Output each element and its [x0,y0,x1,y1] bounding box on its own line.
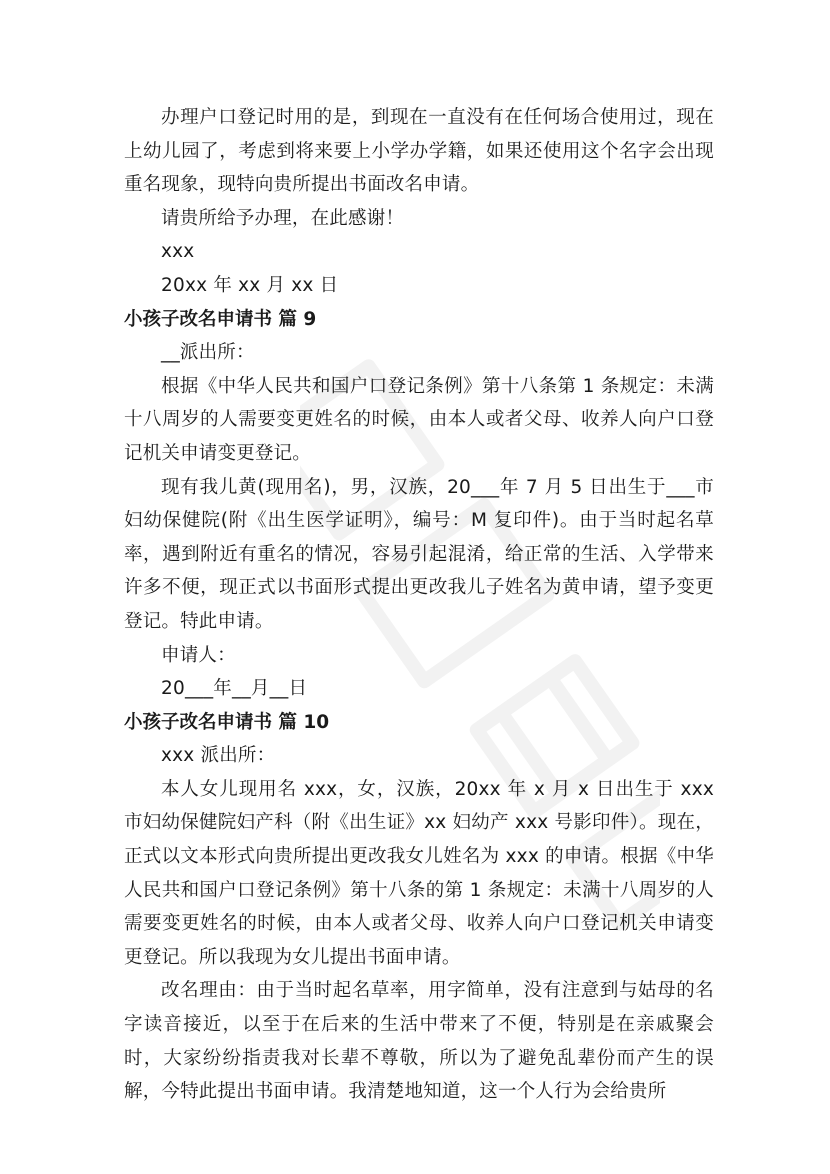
signature-date: 20___年__月__日 [161,678,308,700]
paragraph: 现有我儿黄(现用名)，男，汉族，20___年 7 月 5 日出生于___市妇幼保健院(附《出生医学证明》，编号：M 复印件)。由于当时起名草率，遇到附近有重名的情况，容易引起混淆，给正常的生活、入学带来许多不便，现正式以书面形式提出更改我儿子姓名为黄申请，望予变更登记。特此申请。 [124,476,714,632]
section-heading: 小孩子改名申请书 篇 10 [124,711,330,733]
paragraph: 请贵所给予办理，在此感谢！ [161,207,405,229]
paragraph: 改名理由：由于当时起名草率，用字简单，没有注意到与姑母的名字读音接近，以至于在后来的生活中带来了不便，特别是在亲戚聚会时，大家纷纷指责我对长辈不尊敬，所以为了避免乱辈份而产生的误解，今特此提出书面申请。我清楚地知道，这一个人行为会给贵所 [124,980,714,1103]
recipient-line: __派出所： [161,342,255,364]
paragraph: 本人女儿现用名 xxx，女，汉族，20xx 年 x 月 x 日出生于 xxx 市妇幼保健院妇产科（附《出生证》xx 妇幼产 xxx 号影印件）。现在，正式以文本形式向贵所提出更改我女儿姓名为 xxx 的申请。根据《中华人民共和国户口登记条例》第十八条的第 1 条规定：未满十八周岁的人需要变更姓名的时候，由本人或者父母、收养人向户口登记机关申请变更登记。所以我现为女儿提出书面申请。 [124,778,714,968]
signature-name: xxx [161,241,195,263]
applicant-line: 申请人： [161,644,236,666]
paragraph: 根据《中华人民共和国户口登记条例》第十八条第 1 条规定：未满十八周岁的人需要变更姓名的时候，由本人或者父母、收养人向户口登记机关申请变更登记。 [124,375,714,464]
recipient-line: xxx 派出所： [161,745,276,767]
paragraph: 办理户口登记时用的是，到现在一直没有在任何场合使用过，现在上幼儿园了，考虑到将来要上小学办学籍，如果还使用这个名字会出现重名现象，现特向贵所提出书面改名申请。 [124,107,714,196]
section-heading: 小孩子改名申请书 篇 9 [124,308,317,330]
document-body [124,101,714,1109]
signature-date: 20xx 年 xx 月 xx 日 [161,274,339,296]
